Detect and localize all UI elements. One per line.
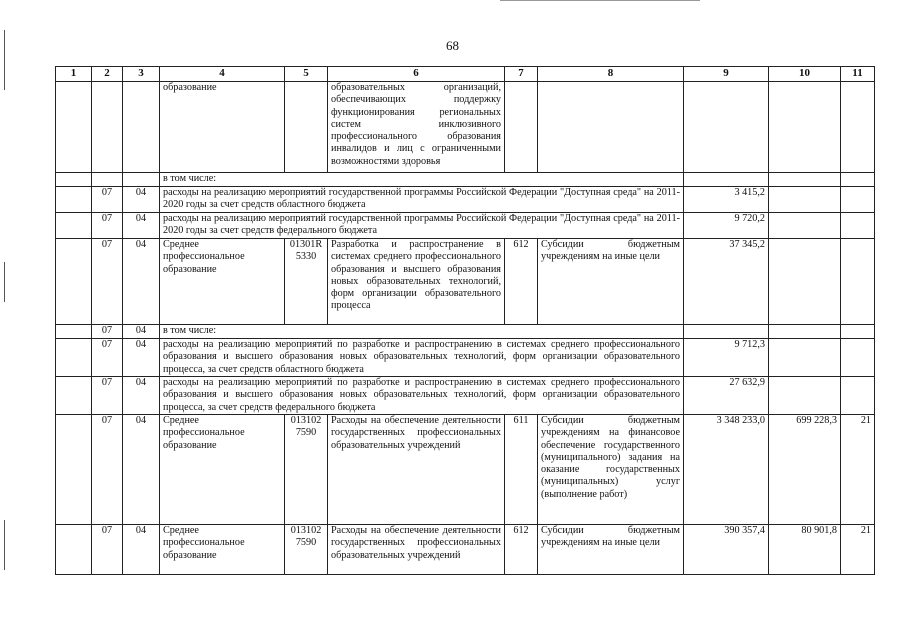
subsection-code-cell	[123, 82, 160, 173]
table-row	[56, 339, 875, 377]
amount-cell: 3 348 233,0	[684, 415, 769, 525]
subsection-code-cell: 04	[123, 377, 160, 415]
empty-cell	[841, 213, 875, 239]
subsection-name-cell: образование	[160, 82, 285, 173]
empty-cell	[56, 325, 92, 339]
empty-cell	[56, 525, 92, 575]
amount-2-cell: 80 901,8	[769, 525, 841, 575]
empty-cell	[841, 187, 875, 213]
count-cell	[841, 82, 875, 173]
section-code-cell: 07	[92, 213, 123, 239]
amount-2-cell: 699 228,3	[769, 415, 841, 525]
subsection-code-cell: 04	[123, 415, 160, 525]
article-name-cell: Расходы на обеспечение деятельности государственных профессиональных образовательных учреждений	[328, 415, 505, 525]
empty-cell	[56, 82, 92, 173]
empty-cell	[56, 377, 92, 415]
subsection-name-cell: Среднее профессиональное образование	[160, 239, 285, 325]
empty-cell	[841, 339, 875, 377]
amount-cell: 3 415,2	[684, 187, 769, 213]
subsection-code-cell: 04	[123, 239, 160, 325]
description-cell: в том числе:	[160, 325, 684, 339]
table-row	[56, 173, 875, 187]
article-name-cell: Разработка и распространение в системах среднего профессионального образования и высшего образования новых образовательных технологий, форм организации образовательного процесса	[328, 239, 505, 325]
page-number: 68	[446, 38, 459, 53]
expense-type-cell: 612	[505, 525, 538, 575]
section-code-cell: 07	[92, 187, 123, 213]
binding-mark	[4, 262, 5, 302]
table-row	[56, 82, 875, 173]
binding-mark	[4, 520, 5, 570]
amount-cell: 9 712,3	[684, 339, 769, 377]
article-name-cell: образовательных организаций, обеспечивающих поддержку функционирования региональных систем инклюзивного профессионального образования инвалидов и лиц с ограниченными возможностями здоровья	[328, 82, 505, 173]
expense-type-name-cell: Субсидии бюджетным учреждениям на иные цели	[538, 239, 684, 325]
count-cell	[841, 239, 875, 325]
empty-cell	[841, 325, 875, 339]
column-header: 9	[684, 67, 769, 82]
column-header: 4	[160, 67, 285, 82]
table-row	[56, 377, 875, 415]
empty-cell	[769, 173, 841, 187]
section-code-cell: 07	[92, 339, 123, 377]
amount-cell: 37 345,2	[684, 239, 769, 325]
amount-cell	[684, 82, 769, 173]
subsection-code-cell: 04	[123, 525, 160, 575]
expense-type-cell: 612	[505, 239, 538, 325]
description-cell: расходы на реализацию мероприятий по разработке и распространению в системах среднего профессионального образования и высшего образования новых образовательных технологий, форм организации образовательного процесса, за счет средств областного бюджета	[160, 339, 684, 377]
amount-cell	[684, 325, 769, 339]
expense-type-name-cell: Субсидии бюджетным учреждениям на финансовое обеспечение государственного (муниципального) задания на оказание государственных (муниципальных) услуг (выполнение работ)	[538, 415, 684, 525]
amount-cell: 390 357,4	[684, 525, 769, 575]
column-header: 7	[505, 67, 538, 82]
empty-cell	[769, 187, 841, 213]
expense-type-name-cell: Субсидии бюджетным учреждениям на иные цели	[538, 525, 684, 575]
empty-cell	[841, 377, 875, 415]
section-code-cell: 07	[92, 415, 123, 525]
section-code-cell	[92, 82, 123, 173]
table-row	[56, 525, 875, 575]
subsection-code-cell	[123, 173, 160, 187]
article-name-cell: Расходы на обеспечение деятельности государственных профессиональных образовательных учреждений	[328, 525, 505, 575]
expense-type-cell: 611	[505, 415, 538, 525]
column-header: 8	[538, 67, 684, 82]
subsection-name-cell: Среднее профессиональное образование	[160, 415, 285, 525]
header-row	[56, 67, 875, 82]
table-row	[56, 415, 875, 525]
count-cell: 21	[841, 525, 875, 575]
empty-cell	[56, 415, 92, 525]
count-cell: 21	[841, 415, 875, 525]
column-header: 11	[841, 67, 875, 82]
section-code-cell	[92, 173, 123, 187]
empty-cell	[769, 213, 841, 239]
empty-cell	[56, 213, 92, 239]
amount-2-cell	[769, 82, 841, 173]
section-code-cell: 07	[92, 525, 123, 575]
section-code-cell: 07	[92, 239, 123, 325]
empty-cell	[56, 239, 92, 325]
empty-cell	[769, 325, 841, 339]
empty-cell	[841, 173, 875, 187]
subsection-name-cell: Среднее профессиональное образование	[160, 525, 285, 575]
description-cell: расходы на реализацию мероприятий государственной программы Российской Федерации "Доступная среда" на 2011-2020 годы за счет средств федерального бюджета	[160, 213, 684, 239]
expense-type-name-cell	[538, 82, 684, 173]
column-header: 1	[56, 67, 92, 82]
subsection-code-cell: 04	[123, 325, 160, 339]
table-row	[56, 239, 875, 325]
table-row	[56, 325, 875, 339]
column-header: 3	[123, 67, 160, 82]
amount-cell	[684, 173, 769, 187]
expense-type-cell	[505, 82, 538, 173]
amount-2-cell	[769, 239, 841, 325]
target-article-cell: 013102 7590	[285, 525, 328, 575]
subsection-code-cell: 04	[123, 339, 160, 377]
empty-cell	[769, 339, 841, 377]
empty-cell	[56, 339, 92, 377]
column-header: 6	[328, 67, 505, 82]
section-code-cell: 07	[92, 377, 123, 415]
scan-edge-line	[500, 0, 700, 1]
description-cell: в том числе:	[160, 173, 684, 187]
section-code-cell: 07	[92, 325, 123, 339]
target-article-cell: 01301R 5330	[285, 239, 328, 325]
amount-cell: 9 720,2	[684, 213, 769, 239]
table-row	[56, 213, 875, 239]
empty-cell	[56, 187, 92, 213]
empty-cell	[769, 377, 841, 415]
column-header: 10	[769, 67, 841, 82]
table-row	[56, 187, 875, 213]
subsection-code-cell: 04	[123, 187, 160, 213]
description-cell: расходы на реализацию мероприятий государственной программы Российской Федерации "Доступная среда" на 2011-2020 годы за счет средств областного бюджета	[160, 187, 684, 213]
target-article-cell: 013102 7590	[285, 415, 328, 525]
target-article-cell	[285, 82, 328, 173]
column-header: 5	[285, 67, 328, 82]
amount-cell: 27 632,9	[684, 377, 769, 415]
subsection-code-cell: 04	[123, 213, 160, 239]
description-cell: расходы на реализацию мероприятий по разработке и распространению в системах среднего профессионального образования и высшего образования новых образовательных технологий, форм организации образовательного процесса, за счет средств федерального бюджета	[160, 377, 684, 415]
column-header: 2	[92, 67, 123, 82]
empty-cell	[56, 173, 92, 187]
budget-table	[55, 66, 875, 575]
